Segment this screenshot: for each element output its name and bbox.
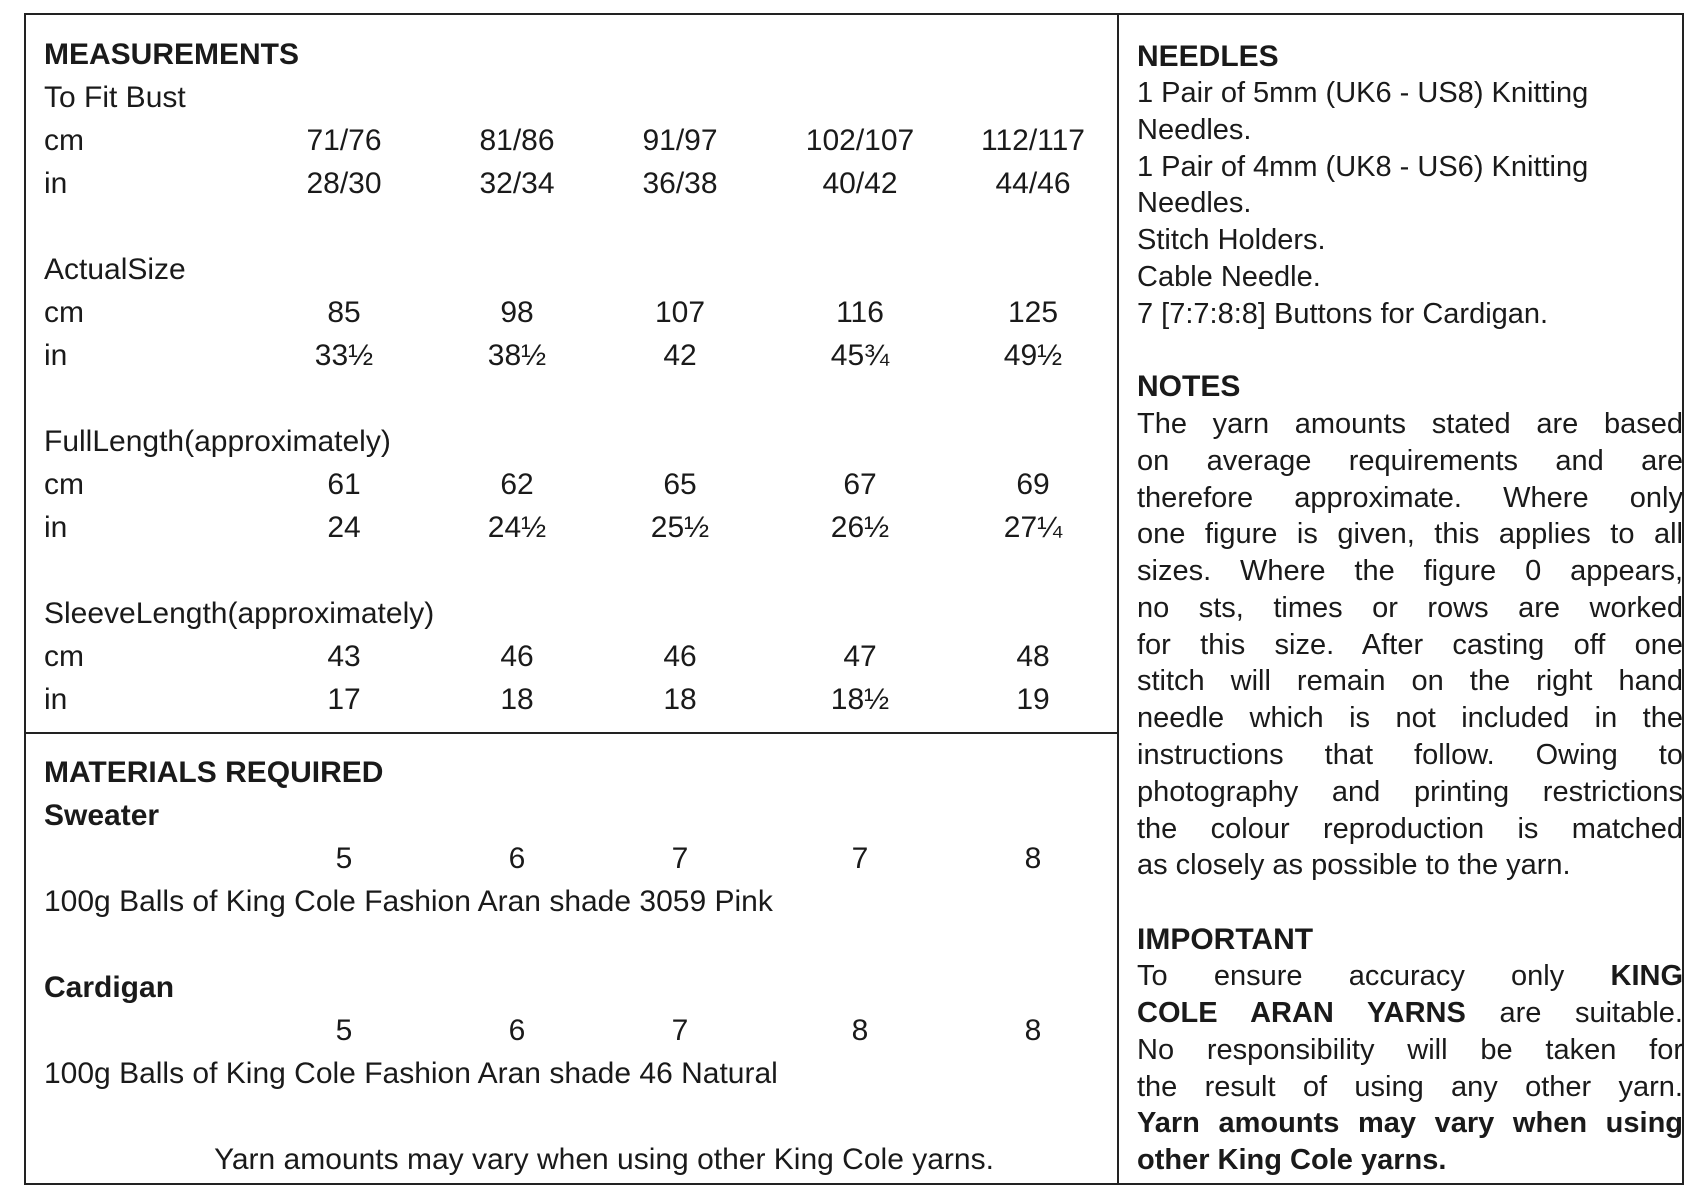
size-value: 17 xyxy=(327,683,361,716)
notes-line: The yarn amounts stated are based xyxy=(1137,408,1683,440)
important-line xyxy=(1137,995,1683,1032)
size-value: 24 xyxy=(327,511,361,544)
horizontal-divider xyxy=(26,732,1117,734)
notes-line: therefore approximate. Where only xyxy=(1137,482,1683,514)
notes-line: stitch will remain on the right hand xyxy=(1137,665,1683,697)
size-value: 107 xyxy=(654,296,706,329)
notes-line: on average requirements and are xyxy=(1137,445,1683,477)
important-brand: KING xyxy=(1610,960,1684,992)
notes-heading: NOTES xyxy=(1137,370,1241,403)
unit-label: in xyxy=(44,683,68,716)
size-value: 18 xyxy=(500,683,534,716)
size-value: 36/38 xyxy=(642,167,718,200)
size-value: 40/42 xyxy=(822,167,898,200)
size-value: 98 xyxy=(500,296,534,329)
material-description: 100g Balls of King Cole Fashion Aran shade 3059 Pink xyxy=(44,885,773,918)
size-value: 46 xyxy=(500,640,534,673)
yarn-amount-note: Yarn amounts may vary when using other King Cole yarns. xyxy=(214,1143,994,1176)
important-text: are suitable. xyxy=(1499,997,1683,1029)
notes-line: needle which is not included in the xyxy=(1137,702,1683,734)
ball-count: 6 xyxy=(508,1014,526,1047)
size-value: 25½ xyxy=(650,511,710,544)
size-value: 61 xyxy=(327,468,361,501)
needles-line: 1 Pair of 5mm (UK6 - US8) Knitting xyxy=(1137,77,1589,109)
size-value: 42 xyxy=(663,339,697,372)
size-value: 24½ xyxy=(487,511,547,544)
notes-line: photography and printing restrictions xyxy=(1137,776,1683,808)
ball-count: 6 xyxy=(508,842,526,875)
ball-count: 5 xyxy=(335,842,353,875)
unit-label: cm xyxy=(44,124,84,157)
size-value: 112/117 xyxy=(981,124,1085,157)
size-value: 46 xyxy=(663,640,697,673)
unit-label: cm xyxy=(44,468,84,501)
vertical-divider xyxy=(1117,15,1119,1183)
unit-label: in xyxy=(44,339,68,372)
important-line: No responsibility will be taken for xyxy=(1137,1034,1683,1066)
size-value: 91/97 xyxy=(642,124,718,157)
important-line xyxy=(1137,958,1683,995)
size-value: 28/30 xyxy=(306,167,382,200)
needles-heading: NEEDLES xyxy=(1137,40,1279,73)
needles-line: 7 [7:7:8:8] Buttons for Cardigan. xyxy=(1137,298,1549,330)
important-bold-line: Yarn amounts may vary when using xyxy=(1137,1107,1683,1139)
size-value: 18½ xyxy=(830,683,890,716)
document-frame xyxy=(24,13,1684,1185)
material-description: 100g Balls of King Cole Fashion Aran shade 46 Natural xyxy=(44,1057,778,1090)
size-value: 19 xyxy=(1016,683,1050,716)
ball-count: 7 xyxy=(671,1014,689,1047)
size-value: 65 xyxy=(663,468,697,501)
size-value: 18 xyxy=(663,683,697,716)
unit-label: cm xyxy=(44,640,84,673)
size-value: 102/107 xyxy=(805,124,915,157)
unit-label: in xyxy=(44,511,68,544)
notes-line: instructions that follow. Owing to xyxy=(1137,739,1683,771)
size-value: 26½ xyxy=(830,511,890,544)
size-value: 69 xyxy=(1016,468,1050,501)
size-value: 43 xyxy=(327,640,361,673)
important-text: To ensure accuracy only xyxy=(1137,960,1565,992)
size-value: 47 xyxy=(843,640,877,673)
ball-count: 7 xyxy=(671,842,689,875)
size-value: 33½ xyxy=(314,339,374,372)
size-value: 62 xyxy=(500,468,534,501)
needles-line: Cable Needle. xyxy=(1137,261,1321,293)
important-line: the result of using any other yarn. xyxy=(1137,1071,1683,1103)
size-value: 116 xyxy=(836,296,884,329)
size-value: 32/34 xyxy=(479,167,555,200)
unit-label: cm xyxy=(44,296,84,329)
size-value: 44/46 xyxy=(995,167,1071,200)
group-label-to-fit-bust: To Fit Bust xyxy=(44,81,186,114)
size-value: 38½ xyxy=(487,339,547,372)
measurements-heading: MEASUREMENTS xyxy=(44,38,300,71)
size-value: 71/76 xyxy=(306,124,382,157)
material-name-sweater: Sweater xyxy=(44,799,160,832)
size-value: 48 xyxy=(1016,640,1050,673)
needles-line: 1 Pair of 4mm (UK8 - US6) Knitting xyxy=(1137,151,1589,183)
ball-count: 8 xyxy=(1024,1014,1042,1047)
size-value: 45¾ xyxy=(830,339,890,372)
needles-line: Stitch Holders. xyxy=(1137,224,1326,256)
notes-line: sizes. Where the figure 0 appears, xyxy=(1137,555,1683,587)
ball-count: 7 xyxy=(851,842,869,875)
ball-count: 5 xyxy=(335,1014,353,1047)
needles-line: Needles. xyxy=(1137,187,1252,219)
size-value: 125 xyxy=(1007,296,1059,329)
size-value: 85 xyxy=(327,296,361,329)
group-label-sleeve-length: SleeveLength(approximately) xyxy=(44,597,435,630)
group-label-full-length: FullLength(approximately) xyxy=(44,425,391,458)
material-name-cardigan: Cardigan xyxy=(44,971,175,1004)
size-value: 67 xyxy=(843,468,877,501)
unit-label: in xyxy=(44,167,68,200)
notes-line: for this size. After casting off one xyxy=(1137,629,1683,661)
group-label-actual-size: ActualSize xyxy=(44,253,186,286)
important-heading: IMPORTANT xyxy=(1137,923,1314,956)
important-brand: COLE ARAN YARNS xyxy=(1137,997,1466,1029)
important-bold-line: other King Cole yarns. xyxy=(1137,1144,1447,1176)
ball-count: 8 xyxy=(851,1014,869,1047)
notes-line: one figure is given, this applies to all xyxy=(1137,518,1683,550)
size-value: 49½ xyxy=(1003,339,1063,372)
ball-count: 8 xyxy=(1024,842,1042,875)
size-value: 81/86 xyxy=(479,124,555,157)
needles-line: Needles. xyxy=(1137,114,1252,146)
materials-heading: MATERIALS REQUIRED xyxy=(44,756,384,789)
size-value: 27¼ xyxy=(1003,511,1063,544)
notes-line: no sts, times or rows are worked xyxy=(1137,592,1683,624)
notes-line: as closely as possible to the yarn. xyxy=(1137,849,1571,881)
notes-line: the colour reproduction is matched xyxy=(1137,813,1683,845)
